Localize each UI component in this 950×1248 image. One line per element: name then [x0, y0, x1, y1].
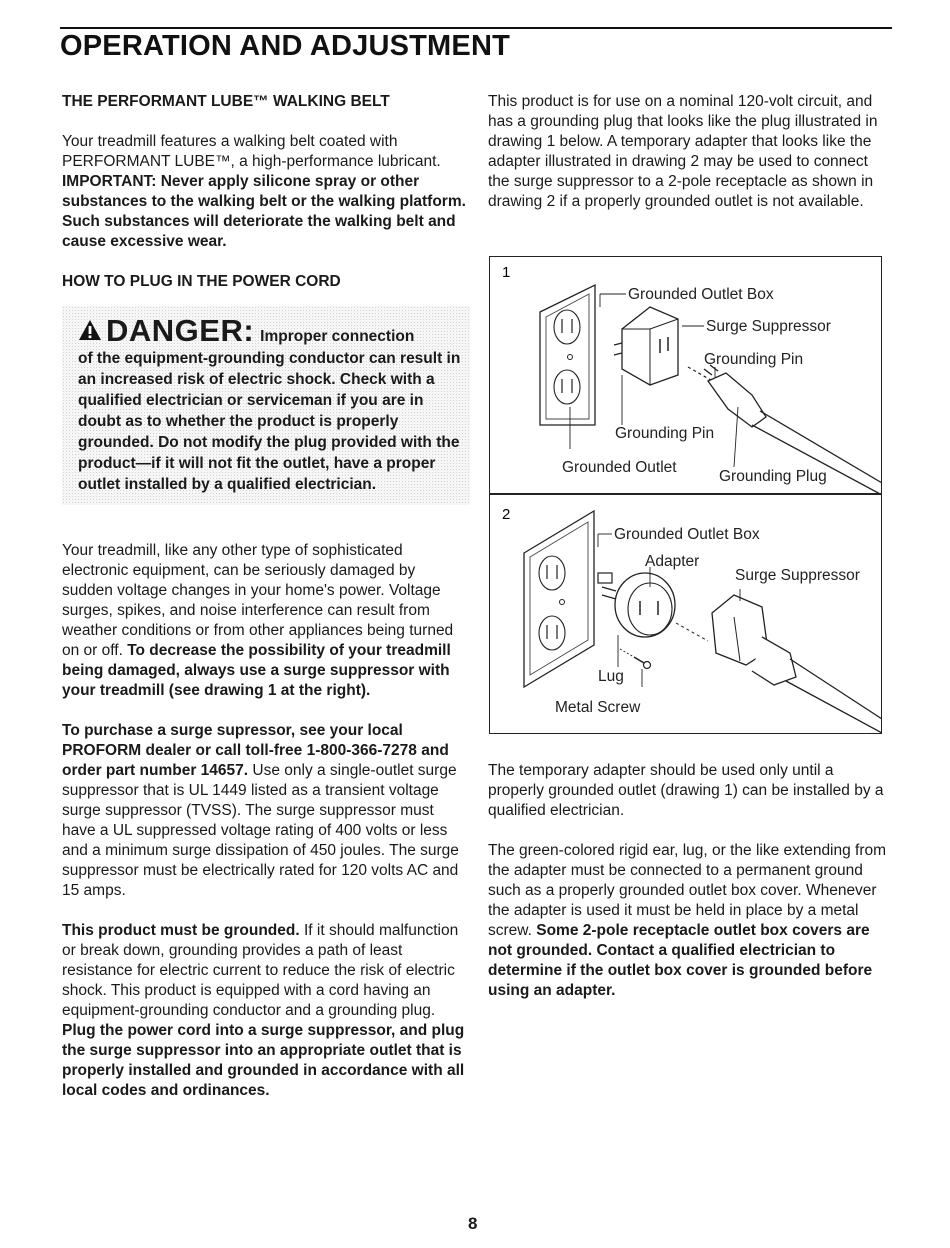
left-column	[62, 92, 470, 1101]
label-grounding-plug: Grounding Plug	[719, 468, 827, 485]
purchase-text: Use only a single-outlet surge suppressor that is UL 1449 listed as a transient voltage surge suppressor (TVSS). The surge suppressor must have a UL suppressed voltage rating of 400 volts or less and a minimum surge dissipation of 450 joules. The surge suppressor must be electrically rated for 120 volts AC and 15 amps.	[62, 762, 459, 899]
outlet-cover-plate-2-icon	[524, 511, 594, 687]
danger-warning	[62, 306, 470, 505]
drawing-1-number: 1	[502, 264, 511, 281]
danger-lead: Improper connection	[260, 328, 415, 345]
diagram-divider	[490, 493, 881, 495]
drawing-1	[502, 264, 882, 495]
cord-heading: HOW TO PLUG IN THE POWER CORD	[62, 273, 341, 290]
surge-paragraph	[62, 541, 470, 701]
outlet-cover-plate-icon	[540, 285, 595, 425]
intro-text: This product is for use on a nominal 120-volt circuit, and has a grounding plug that looks like the plug illustrated in drawing 1 below. A temporary adapter that looks like the adapter illustrated in drawing 2 may be used to connect the surge suppressor to a 2-pole receptacle as shown in drawing 2 if a properly grounded outlet is not available.	[488, 93, 878, 210]
adapter-icon	[598, 573, 675, 637]
surge-bold: To decrease the possibility of your treadmill being damaged, always use a surge suppressor with your treadmill (see drawing 1 at the right).	[62, 642, 451, 699]
belt-heading: THE PERFORMANT LUBE™ WALKING BELT	[62, 93, 390, 110]
page-number: 8	[468, 1214, 478, 1233]
drawing-2	[502, 506, 882, 733]
purchase-bold: To purchase a surge supressor, see your local PROFORM dealer or call toll-free 1-800-366-7278 and order part number 14657.	[62, 722, 449, 779]
danger-word: DANGER:	[106, 313, 255, 348]
ground-bold-2: Plug the power cord into a surge suppressor, and plug the surge suppressor into an appropriate outlet that is properly installed and grounded in accordance with all local codes and ordinances.	[62, 1022, 465, 1099]
drawing-2-number: 2	[502, 506, 511, 523]
label-grounding-pin-a: Grounding Pin	[704, 351, 804, 368]
belt-text: Your treadmill features a walking belt coated with PERFORMANT LUBE™, a high-performance lubricant.	[62, 133, 441, 170]
label-surge-suppressor-1: Surge Suppressor	[706, 318, 831, 335]
label-surge-suppressor-2: Surge Suppressor	[735, 567, 860, 584]
label-grounding-pin-b: Grounding Pin	[615, 425, 715, 442]
ground-text: If it should malfunction or break down, grounding provides a path of least resistance for electric current to reduce the risk of electric shock. This product is equipped with a cord having an equipment-grounding conductor and a grounding plug.	[62, 922, 459, 1019]
label-adapter: Adapter	[645, 553, 700, 570]
ear-bold: Some 2-pole receptacle outlet box covers are not grounded. Contact a qualified electrician to determine if the outlet box cover is grounded before using an adapter.	[488, 922, 873, 999]
right-column	[488, 92, 893, 212]
adapter-text: The temporary adapter should be used only until a properly grounded outlet (drawing 1) can be installed by a qualified electrician.	[488, 762, 884, 819]
belt-important: IMPORTANT: Never apply silicone spray or other substances to the walking belt or the walking platform. Such substances will deteriorate the walking belt and cause excessive wear.	[62, 173, 466, 250]
purchase-paragraph	[62, 721, 470, 901]
belt-paragraph	[62, 132, 470, 252]
ground-bold: This product must be grounded.	[62, 922, 300, 939]
label-grounded-outlet-box-2: Grounded Outlet Box	[614, 526, 760, 543]
ear-text: The green-colored rigid ear, lug, or the like extending from the adapter must be connected to a permanent ground such as a properly grounded outlet box cover. Whenever the adapter is used it must be held in place by a metal screw.	[488, 842, 887, 939]
label-grounded-outlet-box-1: Grounded Outlet Box	[628, 286, 774, 303]
wiring-diagrams-svg	[490, 257, 882, 733]
header-rule	[60, 27, 892, 29]
label-lug: Lug	[598, 668, 624, 685]
metal-screw-icon	[620, 649, 651, 669]
page-title: OPERATION AND ADJUSTMENT	[60, 30, 511, 62]
warning-triangle-icon	[78, 319, 102, 347]
wiring-diagrams	[489, 256, 882, 734]
ground-paragraph	[62, 921, 470, 1101]
danger-header	[78, 314, 470, 348]
right-column-lower	[488, 761, 893, 1001]
label-metal-screw: Metal Screw	[555, 699, 641, 716]
surge-suppressor-icon	[614, 307, 678, 385]
surge-text: Your treadmill, like any other type of sophisticated electronic equipment, can be seriously damaged by sudden voltage changes in your home's power. Voltage surges, spikes, and noise interference can result from weather conditions or from other appliances being turned on or off.	[62, 542, 454, 659]
danger-text: of the equipment-grounding conductor can result in an increased risk of electric shock. Check with a qualified electrician or serviceman if you are in doubt as to whether the product is properly grounded. Do not modify the plug provided with the product—if it will not fit the outlet, have a proper outlet installed by a qualified electrician.	[78, 350, 461, 493]
label-grounded-outlet: Grounded Outlet	[562, 459, 677, 476]
ear-paragraph	[488, 841, 893, 1001]
surge-suppressor-2-icon	[676, 595, 882, 733]
